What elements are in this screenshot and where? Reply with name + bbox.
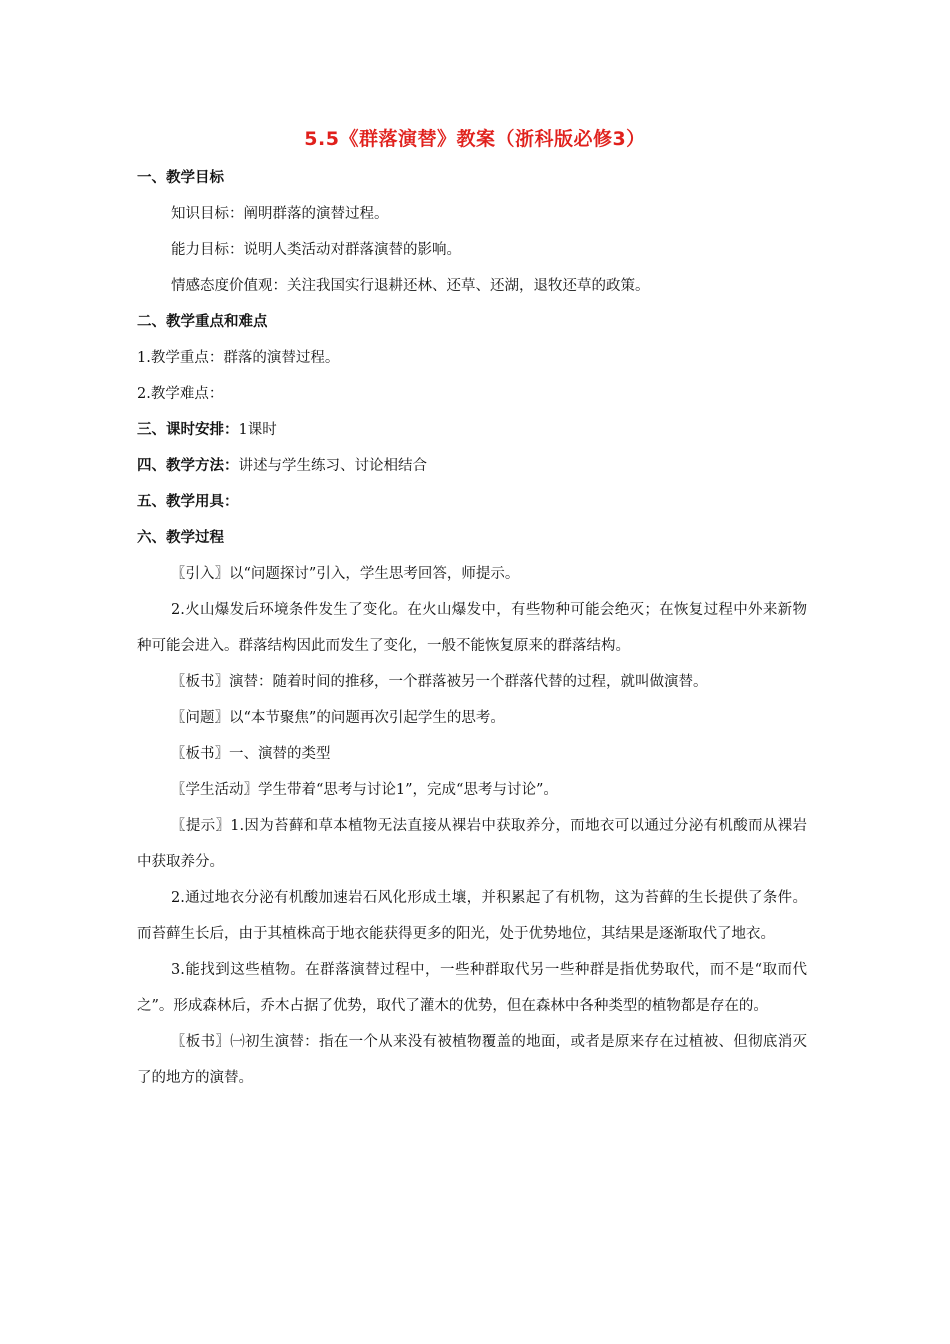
method-label: 四、教学方法： <box>137 458 239 474</box>
knowledge-objective: 知识目标：阐明群落的演替过程。 <box>171 206 389 222</box>
document-title: 5.5《群落演替》教案（浙科版必修3） <box>304 128 646 150</box>
schedule-label: 三、课时安排： <box>137 422 239 438</box>
ability-objective: 能力目标：说明人类活动对群落演替的影响。 <box>171 242 461 258</box>
section-heading-method <box>137 448 807 484</box>
process-paragraph: 〖板书〗一、演替的类型 <box>171 746 331 762</box>
process-paragraph: 〖板书〗演替：随着时间的推移，一个群落被另一个群落代替的过程，就叫做演替。 <box>171 674 708 690</box>
section-heading-tools: 五、教学用具： <box>137 494 239 510</box>
process-paragraph: 〖引入〗以“问题探讨”引入，学生思考回答，师提示。 <box>171 566 520 582</box>
process-paragraph: 3.能找到这些植物。在群落演替过程中，一些种群取代另一些种群是指优势取代，而不是“取而代之”。形成森林后，乔木占据了优势，取代了灌木的优势，但在森林中各种类型的植物都是存在的。 <box>137 962 807 1014</box>
schedule-value: 1课时 <box>238 422 277 438</box>
section-heading-key-points: 二、教学重点和难点 <box>137 314 268 330</box>
process-paragraph: 2.火山爆发后环境条件发生了变化。在火山爆发中，有些物种可能会绝灭；在恢复过程中外来新物种可能会进入。群落结构因此而发生了变化，一般不能恢复原来的群落结构。 <box>137 602 807 654</box>
process-paragraph: 〖提示〗1.因为苔藓和草本植物无法直接从裸岩中获取养分，而地衣可以通过分泌有机酸而从裸岩中获取养分。 <box>137 818 807 870</box>
key-point: 1.教学重点：群落的演替过程。 <box>137 350 340 366</box>
process-paragraph: 〖板书〗㈠初生演替：指在一个从来没有被植物覆盖的地面，或者是原来存在过植被、但彻底消灭了的地方的演替。 <box>137 1034 807 1086</box>
section-heading-process: 六、教学过程 <box>137 530 224 546</box>
document-body <box>137 160 807 1096</box>
process-paragraph: 〖学生活动〗学生带着“思考与讨论1”，完成“思考与讨论”。 <box>171 782 558 798</box>
process-paragraph: 2.通过地衣分泌有机酸加速岩石风化形成土壤，并积累起了有机物，这为苔藓的生长提供了条件。而苔藓生长后，由于其植株高于地衣能获得更多的阳光，处于优势地位，其结果是逐渐取代了地衣。 <box>137 890 807 942</box>
section-heading-schedule <box>137 412 807 448</box>
difficult-point: 2.教学难点： <box>137 386 224 402</box>
section-heading-objectives: 一、教学目标 <box>137 170 224 186</box>
attitude-objective: 情感态度价值观：关注我国实行退耕还林、还草、还湖，退牧还草的政策。 <box>171 278 650 294</box>
process-paragraph: 〖问题〗以“本节聚焦”的问题再次引起学生的思考。 <box>171 710 505 726</box>
method-value: 讲述与学生练习、讨论相结合 <box>238 458 427 474</box>
